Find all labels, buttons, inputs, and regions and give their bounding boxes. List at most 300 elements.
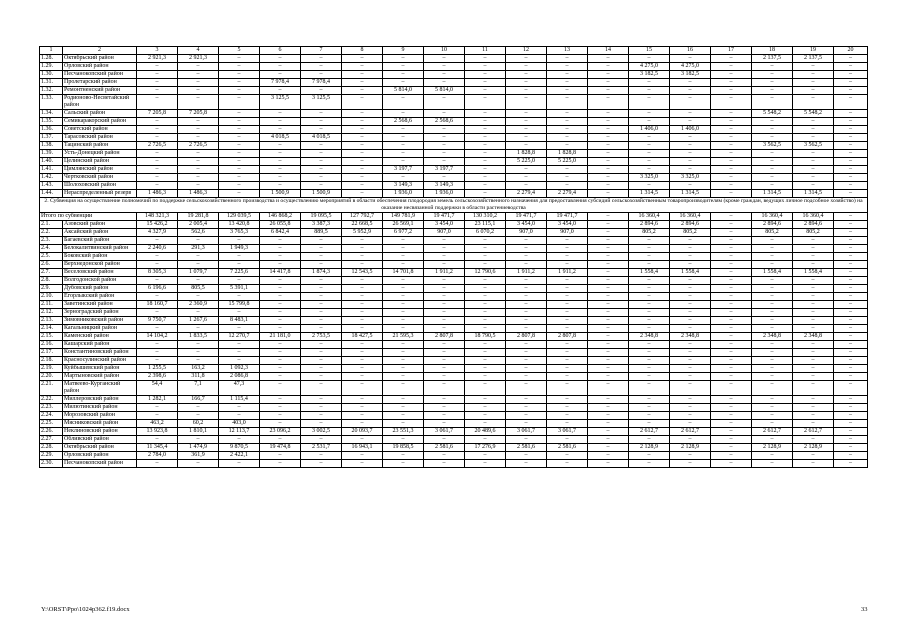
value-cell: 15 426,2 [137, 221, 178, 229]
value-cell: – [219, 261, 260, 269]
value-cell: – [670, 341, 711, 349]
value-cell: – [219, 166, 260, 174]
value-cell: – [424, 158, 465, 166]
value-cell: – [424, 412, 465, 420]
table-row [40, 373, 868, 381]
value-cell: 14 104,2 [137, 333, 178, 341]
value-cell: – [834, 126, 868, 134]
value-cell: 2 348,8 [793, 333, 834, 341]
value-cell: – [383, 293, 424, 301]
value-cell: – [342, 55, 383, 63]
value-cell: – [588, 79, 629, 87]
value-cell: – [137, 87, 178, 95]
value-cell: – [137, 261, 178, 269]
value-cell: – [547, 142, 588, 150]
district-name: Целинский район [63, 158, 137, 166]
value-cell: – [260, 285, 301, 293]
value-cell: 805,2 [752, 229, 793, 237]
value-cell: 1 810,1 [178, 428, 219, 436]
total-value: – [834, 213, 868, 221]
value-cell: 7 205,8 [178, 110, 219, 118]
value-cell: – [342, 237, 383, 245]
value-cell: – [834, 293, 868, 301]
value-cell: – [465, 174, 506, 182]
value-cell: – [506, 460, 547, 468]
table-row [40, 452, 868, 460]
value-cell: – [260, 87, 301, 95]
value-cell: – [178, 261, 219, 269]
value-cell: – [670, 253, 711, 261]
value-cell: – [342, 110, 383, 118]
district-name: Ремонтненский район [63, 87, 137, 95]
value-cell: – [465, 349, 506, 357]
value-cell: – [424, 95, 465, 110]
row-code: 2.2. [40, 229, 63, 237]
value-cell: – [383, 261, 424, 269]
row-code: 2.23. [40, 404, 63, 412]
value-cell: – [834, 381, 868, 396]
value-cell: – [588, 309, 629, 317]
value-cell: – [178, 118, 219, 126]
value-cell: – [424, 301, 465, 309]
value-cell: – [383, 381, 424, 396]
value-cell: – [629, 420, 670, 428]
value-cell: 18 427,5 [342, 333, 383, 341]
value-cell: – [260, 253, 301, 261]
value-cell: – [342, 134, 383, 142]
value-cell: 2 581,6 [547, 444, 588, 452]
table-row [40, 190, 868, 198]
value-cell: – [752, 182, 793, 190]
value-cell: – [547, 381, 588, 396]
value-cell: – [260, 118, 301, 126]
value-cell: 2 240,6 [137, 245, 178, 253]
value-cell: – [670, 118, 711, 126]
value-cell: – [793, 150, 834, 158]
value-cell: – [506, 142, 547, 150]
value-cell: – [260, 158, 301, 166]
value-cell: – [301, 110, 342, 118]
value-cell: – [178, 325, 219, 333]
value-cell: – [383, 237, 424, 245]
value-cell: 2 137,5 [793, 55, 834, 63]
value-cell: 2 807,8 [424, 333, 465, 341]
value-cell: – [629, 396, 670, 404]
district-name: Мясниковский район [63, 420, 137, 428]
value-cell: – [342, 365, 383, 373]
value-cell: 1 314,5 [670, 190, 711, 198]
total-value: 149 781,9 [383, 213, 424, 221]
value-cell: – [219, 63, 260, 71]
value-cell: – [506, 166, 547, 174]
value-cell: 19 474,8 [260, 444, 301, 452]
table-row [40, 229, 868, 237]
value-cell: – [588, 110, 629, 118]
value-cell: – [506, 309, 547, 317]
value-cell: 7 978,4 [260, 79, 301, 87]
value-cell: – [137, 166, 178, 174]
value-cell: – [301, 365, 342, 373]
value-cell: – [342, 182, 383, 190]
value-cell: – [834, 357, 868, 365]
column-number: 6 [260, 47, 301, 55]
value-cell: – [506, 349, 547, 357]
value-cell: 12 113,7 [219, 428, 260, 436]
value-cell: – [547, 261, 588, 269]
total-value: 19 471,7 [547, 213, 588, 221]
row-code: 2.27. [40, 436, 63, 444]
value-cell: 3 182,5 [670, 71, 711, 79]
district-name: Обливский район [63, 436, 137, 444]
value-cell: – [793, 309, 834, 317]
value-cell: – [219, 158, 260, 166]
value-cell: – [793, 118, 834, 126]
value-cell: 907,0 [506, 229, 547, 237]
value-cell: 1 911,2 [547, 269, 588, 277]
value-cell: – [834, 190, 868, 198]
value-cell: – [506, 245, 547, 253]
value-cell: – [465, 253, 506, 261]
value-cell: – [629, 182, 670, 190]
value-cell: – [752, 87, 793, 95]
value-cell: 3 061,7 [506, 428, 547, 436]
table-row [40, 166, 868, 174]
column-number: 13 [547, 47, 588, 55]
value-cell: – [629, 158, 670, 166]
value-cell: – [793, 381, 834, 396]
table-row [40, 79, 868, 87]
value-cell: – [588, 237, 629, 245]
value-cell: 3 562,5 [793, 142, 834, 150]
value-cell: – [670, 317, 711, 325]
value-cell: – [178, 158, 219, 166]
value-cell: – [219, 253, 260, 261]
value-cell: – [137, 174, 178, 182]
value-cell: – [588, 95, 629, 110]
value-cell: – [260, 452, 301, 460]
footer-file-path: Y:\ORST\Ppo\1024p362.f19.docx [41, 606, 130, 613]
value-cell: – [588, 396, 629, 404]
value-cell: – [588, 158, 629, 166]
value-cell: – [342, 373, 383, 381]
table-row [40, 357, 868, 365]
value-cell: – [670, 404, 711, 412]
value-cell: 163,2 [178, 365, 219, 373]
value-cell: 23 551,3 [383, 428, 424, 436]
row-code: 2.19. [40, 365, 63, 373]
table-row [40, 261, 868, 269]
value-cell: 6 196,6 [137, 285, 178, 293]
value-cell: – [670, 309, 711, 317]
table-row [40, 118, 868, 126]
value-cell: – [301, 253, 342, 261]
value-cell: – [342, 396, 383, 404]
value-cell: 3 454,0 [547, 221, 588, 229]
value-cell: – [424, 349, 465, 357]
value-cell: – [834, 87, 868, 95]
value-cell: – [219, 190, 260, 198]
value-cell: 60,2 [178, 420, 219, 428]
value-cell: – [301, 142, 342, 150]
value-cell: – [260, 317, 301, 325]
value-cell: 1 267,6 [178, 317, 219, 325]
row-code: 1.39. [40, 150, 63, 158]
value-cell: – [588, 436, 629, 444]
value-cell: – [219, 436, 260, 444]
value-cell: – [793, 301, 834, 309]
value-cell: – [178, 87, 219, 95]
value-cell: – [178, 71, 219, 79]
value-cell: 26 569,1 [383, 221, 424, 229]
value-cell: – [670, 436, 711, 444]
table-row [40, 126, 868, 134]
value-cell: – [383, 301, 424, 309]
value-cell: – [670, 110, 711, 118]
district-name: Тацинский район [63, 142, 137, 150]
value-cell: – [711, 341, 752, 349]
value-cell: – [834, 95, 868, 110]
value-cell: – [260, 357, 301, 365]
value-cell: – [711, 261, 752, 269]
value-cell: – [793, 365, 834, 373]
value-cell: – [793, 134, 834, 142]
value-cell: – [383, 404, 424, 412]
value-cell: – [588, 333, 629, 341]
value-cell: – [506, 261, 547, 269]
value-cell: – [547, 325, 588, 333]
value-cell: – [588, 118, 629, 126]
value-cell: 2 360,9 [178, 301, 219, 309]
table-row [40, 245, 868, 253]
value-cell: – [342, 317, 383, 325]
table-row [40, 341, 868, 349]
value-cell: – [465, 95, 506, 110]
value-cell: 3 454,0 [506, 221, 547, 229]
value-cell: – [670, 412, 711, 420]
row-code: 1.37. [40, 134, 63, 142]
value-cell: 1 092,3 [219, 365, 260, 373]
value-cell: 2 807,8 [547, 333, 588, 341]
district-name: Багаевский район [63, 237, 137, 245]
value-cell: – [793, 63, 834, 71]
value-cell: – [506, 341, 547, 349]
value-cell: – [793, 460, 834, 468]
value-cell: – [342, 404, 383, 412]
row-code: 2.15. [40, 333, 63, 341]
value-cell: 9 750,7 [137, 317, 178, 325]
value-cell: – [219, 460, 260, 468]
column-number: 1 [40, 47, 63, 55]
value-cell: – [301, 412, 342, 420]
value-cell: – [219, 142, 260, 150]
total-value: 16 360,4 [793, 213, 834, 221]
value-cell: 805,2 [629, 229, 670, 237]
value-cell: – [629, 381, 670, 396]
value-cell: – [711, 158, 752, 166]
value-cell: – [342, 452, 383, 460]
value-cell: – [301, 285, 342, 293]
value-cell: – [793, 412, 834, 420]
value-cell: 2 581,6 [424, 444, 465, 452]
value-cell: – [424, 373, 465, 381]
value-cell: – [752, 436, 793, 444]
district-name: Кашарский район [63, 341, 137, 349]
column-number: 7 [301, 47, 342, 55]
value-cell: – [793, 174, 834, 182]
value-cell: – [383, 460, 424, 468]
value-cell: – [383, 245, 424, 253]
value-cell: – [301, 452, 342, 460]
value-cell: – [424, 365, 465, 373]
value-cell: – [506, 79, 547, 87]
value-cell: – [301, 126, 342, 134]
value-cell: – [342, 460, 383, 468]
value-cell: – [752, 126, 793, 134]
value-cell: – [588, 182, 629, 190]
value-cell: – [219, 325, 260, 333]
value-cell: – [301, 381, 342, 396]
value-cell: – [506, 134, 547, 142]
value-cell: – [465, 245, 506, 253]
table-row [40, 404, 868, 412]
district-name: Зимовниковский район [63, 317, 137, 325]
value-cell: – [383, 309, 424, 317]
district-name: Песчанокопский район [63, 71, 137, 79]
value-cell: – [588, 452, 629, 460]
value-cell: – [178, 253, 219, 261]
column-number: 10 [424, 47, 465, 55]
value-cell: – [301, 261, 342, 269]
value-cell: – [465, 182, 506, 190]
value-cell: 8 483,1 [219, 317, 260, 325]
value-cell: – [547, 277, 588, 285]
value-cell: – [465, 71, 506, 79]
value-cell: – [670, 95, 711, 110]
row-code: 1.41. [40, 166, 63, 174]
value-cell: – [383, 150, 424, 158]
value-cell: – [670, 79, 711, 87]
value-cell: – [424, 325, 465, 333]
value-cell: 2 726,5 [178, 142, 219, 150]
row-code: 2.5. [40, 253, 63, 261]
value-cell: – [711, 79, 752, 87]
value-cell: – [752, 317, 793, 325]
value-cell: – [547, 174, 588, 182]
value-cell: 5 391,1 [219, 285, 260, 293]
value-cell: – [301, 357, 342, 365]
value-cell: – [752, 412, 793, 420]
value-cell: 21 595,3 [383, 333, 424, 341]
value-cell: – [834, 237, 868, 245]
value-cell: – [424, 396, 465, 404]
value-cell: – [752, 404, 793, 412]
value-cell: – [342, 436, 383, 444]
value-cell: – [137, 293, 178, 301]
value-cell: – [834, 412, 868, 420]
value-cell: – [506, 301, 547, 309]
value-cell: – [219, 357, 260, 365]
value-cell: – [629, 309, 670, 317]
value-cell: – [342, 79, 383, 87]
value-cell: – [260, 436, 301, 444]
value-cell: – [670, 396, 711, 404]
value-cell: – [711, 134, 752, 142]
district-name: Миллеровский район [63, 396, 137, 404]
value-cell: 1 911,2 [506, 269, 547, 277]
value-cell: 3 325,0 [629, 174, 670, 182]
value-cell: – [670, 293, 711, 301]
row-code: 2.6. [40, 261, 63, 269]
value-cell: – [506, 293, 547, 301]
value-cell: – [711, 269, 752, 277]
value-cell: – [219, 87, 260, 95]
value-cell: 3 197,7 [424, 166, 465, 174]
value-cell: 18 160,7 [137, 301, 178, 309]
value-cell: – [629, 150, 670, 158]
total-value: 16 360,4 [629, 213, 670, 221]
value-cell: – [383, 142, 424, 150]
value-cell: – [424, 71, 465, 79]
value-cell: – [752, 95, 793, 110]
value-cell: – [711, 404, 752, 412]
value-cell: – [588, 134, 629, 142]
value-cell: – [137, 309, 178, 317]
value-cell: – [711, 118, 752, 126]
value-cell: – [219, 134, 260, 142]
value-cell: – [629, 452, 670, 460]
column-number: 18 [752, 47, 793, 55]
value-cell: 1 282,1 [137, 396, 178, 404]
value-cell: 20 489,6 [465, 428, 506, 436]
table-row [40, 269, 868, 277]
value-cell: – [301, 309, 342, 317]
value-cell: – [137, 460, 178, 468]
district-name: Песчанокопский район [63, 460, 137, 468]
table-row [40, 150, 868, 158]
value-cell: – [793, 396, 834, 404]
value-cell: – [588, 71, 629, 79]
value-cell: – [711, 150, 752, 158]
value-cell: – [752, 396, 793, 404]
row-code: 1.28. [40, 55, 63, 63]
value-cell: – [834, 71, 868, 79]
value-cell: – [260, 325, 301, 333]
column-number: 15 [629, 47, 670, 55]
value-cell: – [342, 420, 383, 428]
table-row [40, 55, 868, 63]
value-cell: – [834, 404, 868, 412]
value-cell: – [506, 317, 547, 325]
value-cell: – [383, 79, 424, 87]
value-cell: – [834, 325, 868, 333]
value-cell: 4 018,5 [260, 134, 301, 142]
value-cell: – [670, 158, 711, 166]
value-cell: 1 828,8 [506, 150, 547, 158]
value-cell: – [465, 110, 506, 118]
value-cell: – [670, 373, 711, 381]
value-cell: – [301, 293, 342, 301]
value-cell: – [506, 55, 547, 63]
value-cell: – [711, 365, 752, 373]
value-cell: – [465, 365, 506, 373]
row-code: 2.10. [40, 293, 63, 301]
value-cell: 2 531,7 [301, 444, 342, 452]
value-cell: – [260, 142, 301, 150]
row-code: 2.24. [40, 412, 63, 420]
value-cell: – [342, 71, 383, 79]
value-cell: – [752, 261, 793, 269]
value-cell: – [588, 55, 629, 63]
